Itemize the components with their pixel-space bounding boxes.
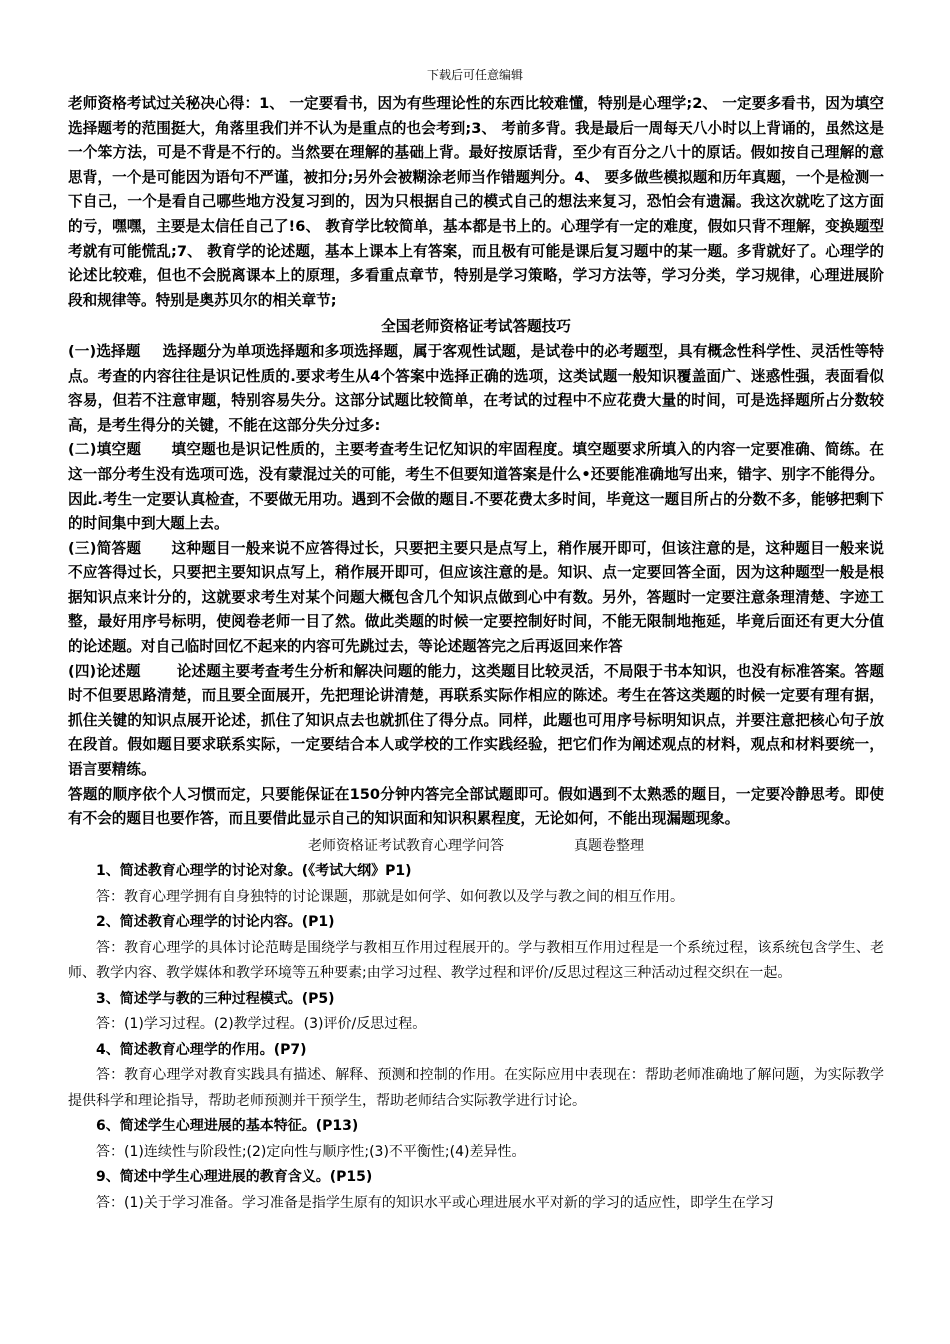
section-label: (三)简答题: [68, 539, 142, 557]
section-text: 论述题主要考查考生分析和解决问题的能力，这类题目比较灵活，不局限于书本知识，也没有标准答案。答题时不但要思路清楚，而且要全面展开，先把理论讲清楚，再联系实际作相应的陈述。考生在答这类题的时候一定要有理有据，抓住关键的知识点展开论述，抓住了知识点去也就抓住了得分点。同样，此题也可用序号标明知识点，并要注意把核心句子放在段首。假如题目要求联系实际，一定要结合本人或学校的工作实践经验，把它们作为阐述观点的材料，观点和材料要统一，语言要精练。: [68, 662, 884, 779]
section-label: (二)填空题: [68, 441, 142, 459]
answer-9: 答：(1)关于学习准备。学习准备是指学生原有的知识水平或心理进展水平对新的学习的适应性，即学生在学习: [96, 1194, 774, 1211]
section-text: 这种题目一般来说不应答得过长，只要把主要只是点写上，稍作展开即可，但该注意的是，这种题目一般来说不应答得过长，只要把主要知识点写上，稍作展开即可，但应该注意的是。知识、点一定要回答全面，因为这种题型一般是根据知识点来计分的，这就要求考生对某个问题大概包含几个知识点做到心中有数。另外，答题时一定要注意条理清楚、字迹工整，最好用序号标明，使阅卷老师一目了然。做此类题的时候一定要控制好时间，不能无限制地拖延，毕竟后面还有更大分值的论述题。对自己临时回忆不起来的内容可先跳过去，等论述题答完之后再返回来作答: [68, 539, 884, 656]
section-text: 填空题也是识记性质的，主要考查考生记忆知识的牢固程度。填空题要求所填入的内容一定要准确、简练。在这一部分考生没有选项可选，没有蒙混过关的可能，考生不但要知道答案是什么•还要能准确地写出来，错字、别字不能得分。因此.考生一定要认真检查，不要做无用功。遇到不会做的题目.不要花费太多时间，毕竟这一题目所占的分数不多，能够把剩下的时间集中到大题上去。: [68, 441, 884, 533]
question-3: 3、简述学与教的三种过程模式。(P5): [96, 990, 335, 1007]
question-1: 1、简述教育心理学的讨论对象。(《考试大纲》P1): [96, 863, 412, 880]
closing-paragraph: 答题的顺序依个人习惯而定，只要能保证在150分钟内答完全部试题即可。假如遇到不太熟悉的题目，一定要冷静思考。即使有不会的题目也要作答，而且要借此显示自己的知识面和知识积累程度，无论如何，不能出现漏题现象。: [68, 785, 884, 828]
answer-3: 答：(1)学习过程。(2)教学过程。(3)评价/反思过程。: [96, 1016, 427, 1033]
section-label: (四)论述题: [68, 662, 141, 680]
document-body: [68, 92, 884, 1216]
section-choice: [68, 340, 884, 438]
question-6: 6、简述学生心理进展的基本特征。(P13): [96, 1118, 359, 1135]
answer-1: 答：教育心理学拥有自身独特的讨论课题，那就是如何学、如何教以及学与教之间的相互作用。: [96, 888, 684, 905]
qa-title-text: 老师资格证考试教育心理学问答: [308, 837, 504, 854]
intro-paragraph: 老师资格考试过关秘决心得：1、 一定要看书，因为有些理论性的东西比较难懂，特别是心理学;2、 一定要多看书，因为填空选择题考的范围挺大，角落里我们并不认为是重点的也会考到;3、 考前多背。我是最后一周每天八小时以上背诵的，虽然这是一个笨方法，可是不背是不行的。当然要在理解的基础上背。最好按原话背，至少有百分之八十的原话。假如按自己理解的意思背，一个是可能因为语句不严谨，被扣分;另外会被糊涂老师当作错题判分。4、 要多做些模拟题和历年真题，一个是检测一下自己，一个是看自己哪些地方没复习到的，因为只根据自己的模式自己的想法来复习，恐怕会有遗漏。我这次就吃了这方面的亏，嘿嘿，主要是太信任自己了!6、 教育学比较简单，基本都是书上的。心理学有一定的难度，假如只背不理解，变换题型考就有可能慌乱;7、 教育学的论述题，基本上课本上有答案，而且极有可能是课后复习题中的某一题。多背就好了。心理学的论述比较难，但也不会脱离课本上的原理，多看重点章节，特别是学习策略，学习方法等，学习分类，学习规律，心理进展阶段和规律等。特别是奥苏贝尔的相关章节;: [68, 95, 884, 309]
question-2: 2、简述教育心理学的讨论内容。(P1): [96, 914, 335, 931]
answer-2: 答：教育心理学的具体讨论范畴是围绕学与教相互作用过程展开的。学与教相互作用过程是一个系统过程，该系统包含学生、老师、教学内容、教学媒体和教学环境等五种要素;由学习过程、教学过程和评价/反思过程这三种活动过程交织在一起。: [68, 939, 884, 982]
section-essay: [68, 660, 884, 783]
qa-title: [68, 834, 884, 860]
question-4: 4、简述教育心理学的作用。(P7): [96, 1041, 307, 1058]
section-label: (一)选择题: [68, 342, 141, 360]
answer-4: 答：教育心理学对教育实践具有描述、解释、预测和控制的作用。在实际应用中表现在：帮助老师准确地了解问题，为实际教学提供科学和理论指导，帮助老师预测并干预学生，帮助老师结合实际教学进行讨论。: [68, 1067, 884, 1109]
tips-title: 全国老师资格证考试答题技巧: [381, 318, 571, 336]
section-text: 选择题分为单项选择题和多项选择题，属于客观性试题，是试卷中的必考题型，具有概念性科学性、灵活性等特点。考查的内容往往是识记性质的.要求考生从4个答案中选择正确的选项，这类试题一般知识覆盖面广、迷惑性强，表面看似容易，但若不注意审题，特别容易失分。这部分试题比较简单，在考试的过程中不应花费大量的时间，可是选择题所占分数较高，是考生得分的关键，不能在这部分失分过多:: [68, 342, 884, 434]
section-fill: [68, 438, 884, 536]
qa-subtitle: 真题卷整理: [574, 837, 644, 854]
section-short-answer: [68, 537, 884, 660]
question-9: 9、简述中学生心理进展的教育含义。(P15): [96, 1169, 373, 1186]
answer-6: 答：(1)连续性与阶段性;(2)定向性与顺序性;(3)不平衡性;(4)差异性。: [96, 1143, 526, 1160]
page-header: 下载后可任意编辑: [426, 68, 523, 82]
